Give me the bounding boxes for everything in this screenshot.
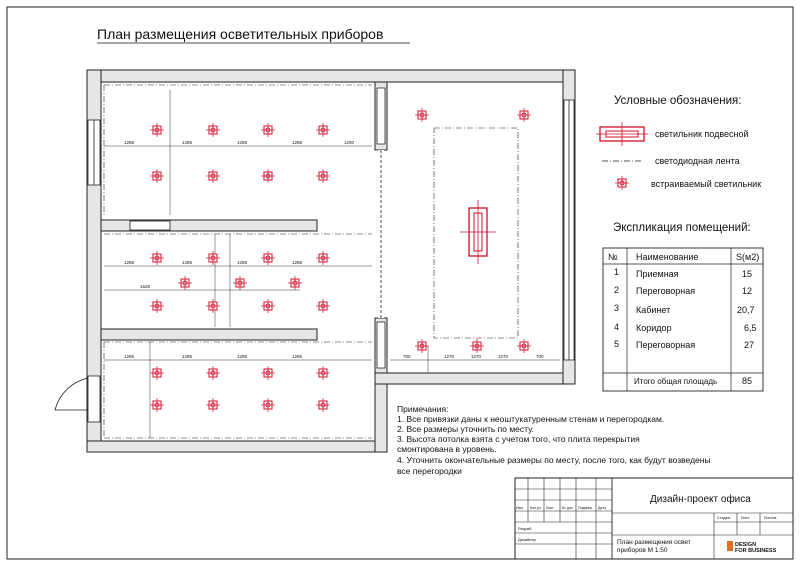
legend-heading: Условные обозначения: [614, 95, 742, 107]
recessed-luminaire-icon [517, 108, 531, 122]
svg-text:Лист: Лист [546, 506, 554, 510]
recessed-luminaire-icon [316, 366, 330, 380]
svg-text:Стадия: Стадия [717, 516, 730, 520]
recessed-luminaire-icon [288, 276, 302, 290]
row-area: 6,5 [744, 323, 757, 333]
col-area: S(м2) [736, 252, 760, 262]
svg-text:1285: 1285 [124, 260, 135, 265]
logo-text-2: FOR BUSINESS [735, 548, 777, 554]
note-line: смонтирована в уровень. [397, 444, 497, 454]
total-value: 85 [742, 376, 753, 386]
svg-text:1285: 1285 [182, 140, 193, 145]
svg-text:1285: 1285 [124, 354, 135, 359]
row-area: 27 [744, 340, 755, 350]
legend-item-pendant: светильник подвесной [655, 129, 749, 139]
recessed-luminaires [150, 108, 531, 412]
svg-text:700: 700 [536, 354, 544, 359]
note-line: 2. Все размеры уточнить по месту. [397, 424, 534, 434]
page-title: План размещения осветительных приборов [97, 26, 384, 42]
recessed-luminaire-icon [150, 251, 164, 265]
recessed-luminaire-icon [206, 366, 220, 380]
recessed-luminaire-icon [206, 299, 220, 313]
pendant-luminaire-icon [460, 200, 496, 264]
row-num: 4 [614, 322, 620, 332]
sheet-frame [7, 7, 793, 559]
row-area: 15 [742, 269, 753, 279]
recessed-luminaire-icon [206, 169, 220, 183]
note-line: 4. Уточнить окончательные размеры по месту, после того, как будут возведены [397, 455, 711, 465]
recessed-luminaire-icon [150, 123, 164, 137]
col-num: № [608, 252, 618, 262]
recessed-luminaire-icon [261, 169, 275, 183]
drawing-title-line1: План размещения освет [617, 539, 691, 546]
recessed-luminaire-icon [261, 123, 275, 137]
dimension-lines [104, 90, 560, 438]
recessed-luminaire-icon [206, 398, 220, 412]
svg-text:1285: 1285 [292, 354, 303, 359]
recessed-luminaire-icon [261, 251, 275, 265]
row-num: 3 [614, 303, 620, 313]
svg-text:1285: 1285 [237, 354, 248, 359]
project-name: Дизайн-проект офиса [650, 494, 751, 505]
recessed-luminaire-icon [150, 366, 164, 380]
drawing-title-line2: приборов М 1:50 [617, 547, 668, 554]
svg-text:Кол.уч: Кол.уч [530, 506, 541, 510]
led-strip-lines [104, 85, 518, 438]
svg-text:1250: 1250 [344, 140, 355, 145]
svg-text:1285: 1285 [182, 260, 193, 265]
recessed-luminaire-icon [261, 398, 275, 412]
svg-text:700: 700 [403, 354, 411, 359]
svg-text:1270: 1270 [471, 354, 482, 359]
svg-text:№ док: № док [562, 506, 573, 510]
legend-pendant-icon [596, 122, 648, 146]
row-name: Приемная [636, 269, 679, 279]
svg-text:Подпись: Подпись [578, 506, 593, 510]
row-num: 5 [614, 339, 620, 349]
row-area: 12 [742, 286, 753, 296]
notes-heading: Примечания: [397, 404, 449, 414]
row-num: 1 [614, 267, 620, 277]
svg-text:1285: 1285 [237, 140, 248, 145]
svg-text:1270: 1270 [444, 354, 455, 359]
recessed-luminaire-icon [316, 169, 330, 183]
recessed-luminaire-icon [316, 299, 330, 313]
recessed-luminaire-icon [150, 398, 164, 412]
logo-text-1: DESIGN [735, 542, 757, 548]
row-name: Коридор [636, 323, 672, 333]
svg-text:1625: 1625 [140, 284, 151, 289]
svg-text:1270: 1270 [498, 354, 509, 359]
note-line: 1. Все привязки даны к неоштукатуренным стенам и перегородкам. [397, 414, 665, 424]
recessed-luminaire-icon [517, 339, 531, 353]
row-name: Кабинет [636, 305, 671, 315]
recessed-luminaire-icon [615, 176, 629, 190]
recessed-luminaire-icon [178, 276, 192, 290]
recessed-luminaire-icon [415, 108, 429, 122]
entry-door-swing [55, 378, 88, 410]
note-line: 3. Высота потолка взята с учетом того, что плита перекрытия [397, 434, 640, 444]
recessed-luminaire-icon [261, 366, 275, 380]
svg-text:Лист: Лист [741, 516, 750, 520]
recessed-luminaire-icon [316, 398, 330, 412]
recessed-luminaire-icon [470, 339, 484, 353]
total-label: Итого общая площадь [634, 377, 718, 386]
svg-text:Разраб.: Разраб. [518, 526, 533, 531]
recessed-luminaire-icon [316, 251, 330, 265]
row-area: 20,7 [737, 305, 755, 315]
row-name: Переговорная [636, 286, 696, 296]
recessed-luminaire-icon [206, 251, 220, 265]
svg-text:1285: 1285 [124, 140, 135, 145]
recessed-luminaire-icon [206, 123, 220, 137]
svg-text:Изм: Изм [516, 506, 523, 510]
svg-text:Листов: Листов [764, 516, 777, 520]
notes [397, 404, 711, 476]
svg-text:Дизайнер: Дизайнер [518, 537, 536, 542]
recessed-luminaire-icon [233, 276, 247, 290]
svg-text:1285: 1285 [292, 140, 303, 145]
explication-table [603, 248, 763, 391]
svg-text:1285: 1285 [182, 354, 193, 359]
recessed-luminaire-icon [261, 299, 275, 313]
svg-text:1285: 1285 [237, 260, 248, 265]
legend-item-led: светодиодная лента [655, 156, 740, 166]
svg-text:1285: 1285 [292, 260, 303, 265]
recessed-luminaire-icon [150, 169, 164, 183]
company-logo [727, 541, 777, 554]
row-name: Переговорная [636, 340, 696, 350]
recessed-luminaire-icon [316, 123, 330, 137]
legend-item-recessed: встраиваемый светильник [651, 179, 762, 189]
col-name: Наименование [636, 252, 699, 262]
recessed-luminaire-icon [415, 339, 429, 353]
explication-heading: Экспликация помещений: [613, 222, 751, 234]
row-num: 2 [614, 285, 620, 295]
recessed-luminaire-icon [150, 299, 164, 313]
svg-text:Дата: Дата [598, 506, 606, 510]
note-line: все перегородки [397, 466, 462, 476]
